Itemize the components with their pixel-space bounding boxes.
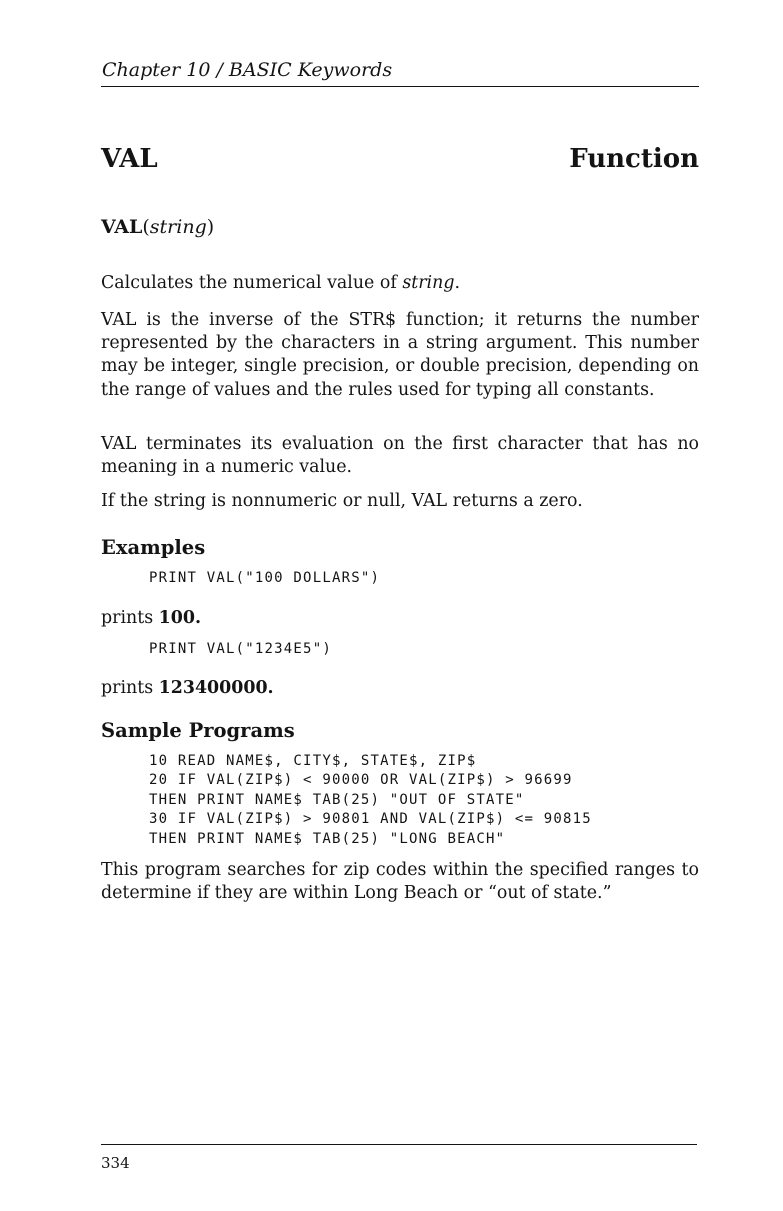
sample-program-explanation: This program searches for zip codes within the specified ranges to determine if they are within Long Beach or “out of state.” [101, 860, 699, 904]
example-1-result-value: 100. [158, 608, 202, 628]
intro-suffix: . [454, 273, 460, 293]
sample-program-code: 10 READ NAME$, CITY$, STATE$, ZIP$ 20 IF VAL(ZIP$) < 90000 OR VAL(ZIP$) > 96699 THEN PRINT NAME$ TAB(25) "OUT OF STATE" 30 IF VAL(ZIP$) > 90801 AND VAL(ZIP$) <= 90815 THEN PRINT NAME$ TAB(25) "LONG BEACH" [149, 753, 592, 847]
entry-title-row [101, 143, 699, 179]
description-null: If the string is nonnumeric or null, VAL returns a zero. [101, 491, 583, 511]
keyword-title: VAL [101, 144, 158, 174]
keyword-type: Function [569, 144, 699, 174]
syntax-line: VAL(string) [101, 216, 215, 238]
example-2-code: PRINT VAL("1234E5") [149, 641, 332, 657]
example-2-result-value: 123400000. [158, 678, 274, 698]
description-inverse: VAL is the inverse of the STR$ function; it returns the number represented by the characters in a string argument. This number may be integer, single precision, or double precision, depending on the range of values and the rules used for typing all constants. [101, 310, 699, 400]
example-2-result [101, 677, 274, 700]
example-2-result-prefix: prints [101, 678, 159, 698]
example-1-result-prefix: prints [101, 608, 159, 628]
syntax-argument: string [149, 216, 207, 238]
footer-rule [101, 1144, 697, 1145]
intro-term: string [402, 273, 455, 293]
page-number: 334 [101, 1154, 130, 1172]
header-rule [101, 86, 699, 87]
intro-prefix: Calculates the numerical value of [101, 273, 403, 293]
syntax-keyword: VAL [101, 216, 143, 238]
manual-page [101, 0, 699, 1211]
chapter-header: Chapter 10 / BASIC Keywords [102, 59, 393, 81]
sample-programs-heading: Sample Programs [101, 719, 295, 742]
examples-heading: Examples [101, 536, 206, 559]
description-intro [101, 272, 699, 295]
description-terminate: VAL terminates its evaluation on the first character that has no meaning in a numeric value. [101, 434, 699, 478]
example-1-result [101, 607, 201, 630]
example-1-code: PRINT VAL("100 DOLLARS") [149, 570, 381, 586]
